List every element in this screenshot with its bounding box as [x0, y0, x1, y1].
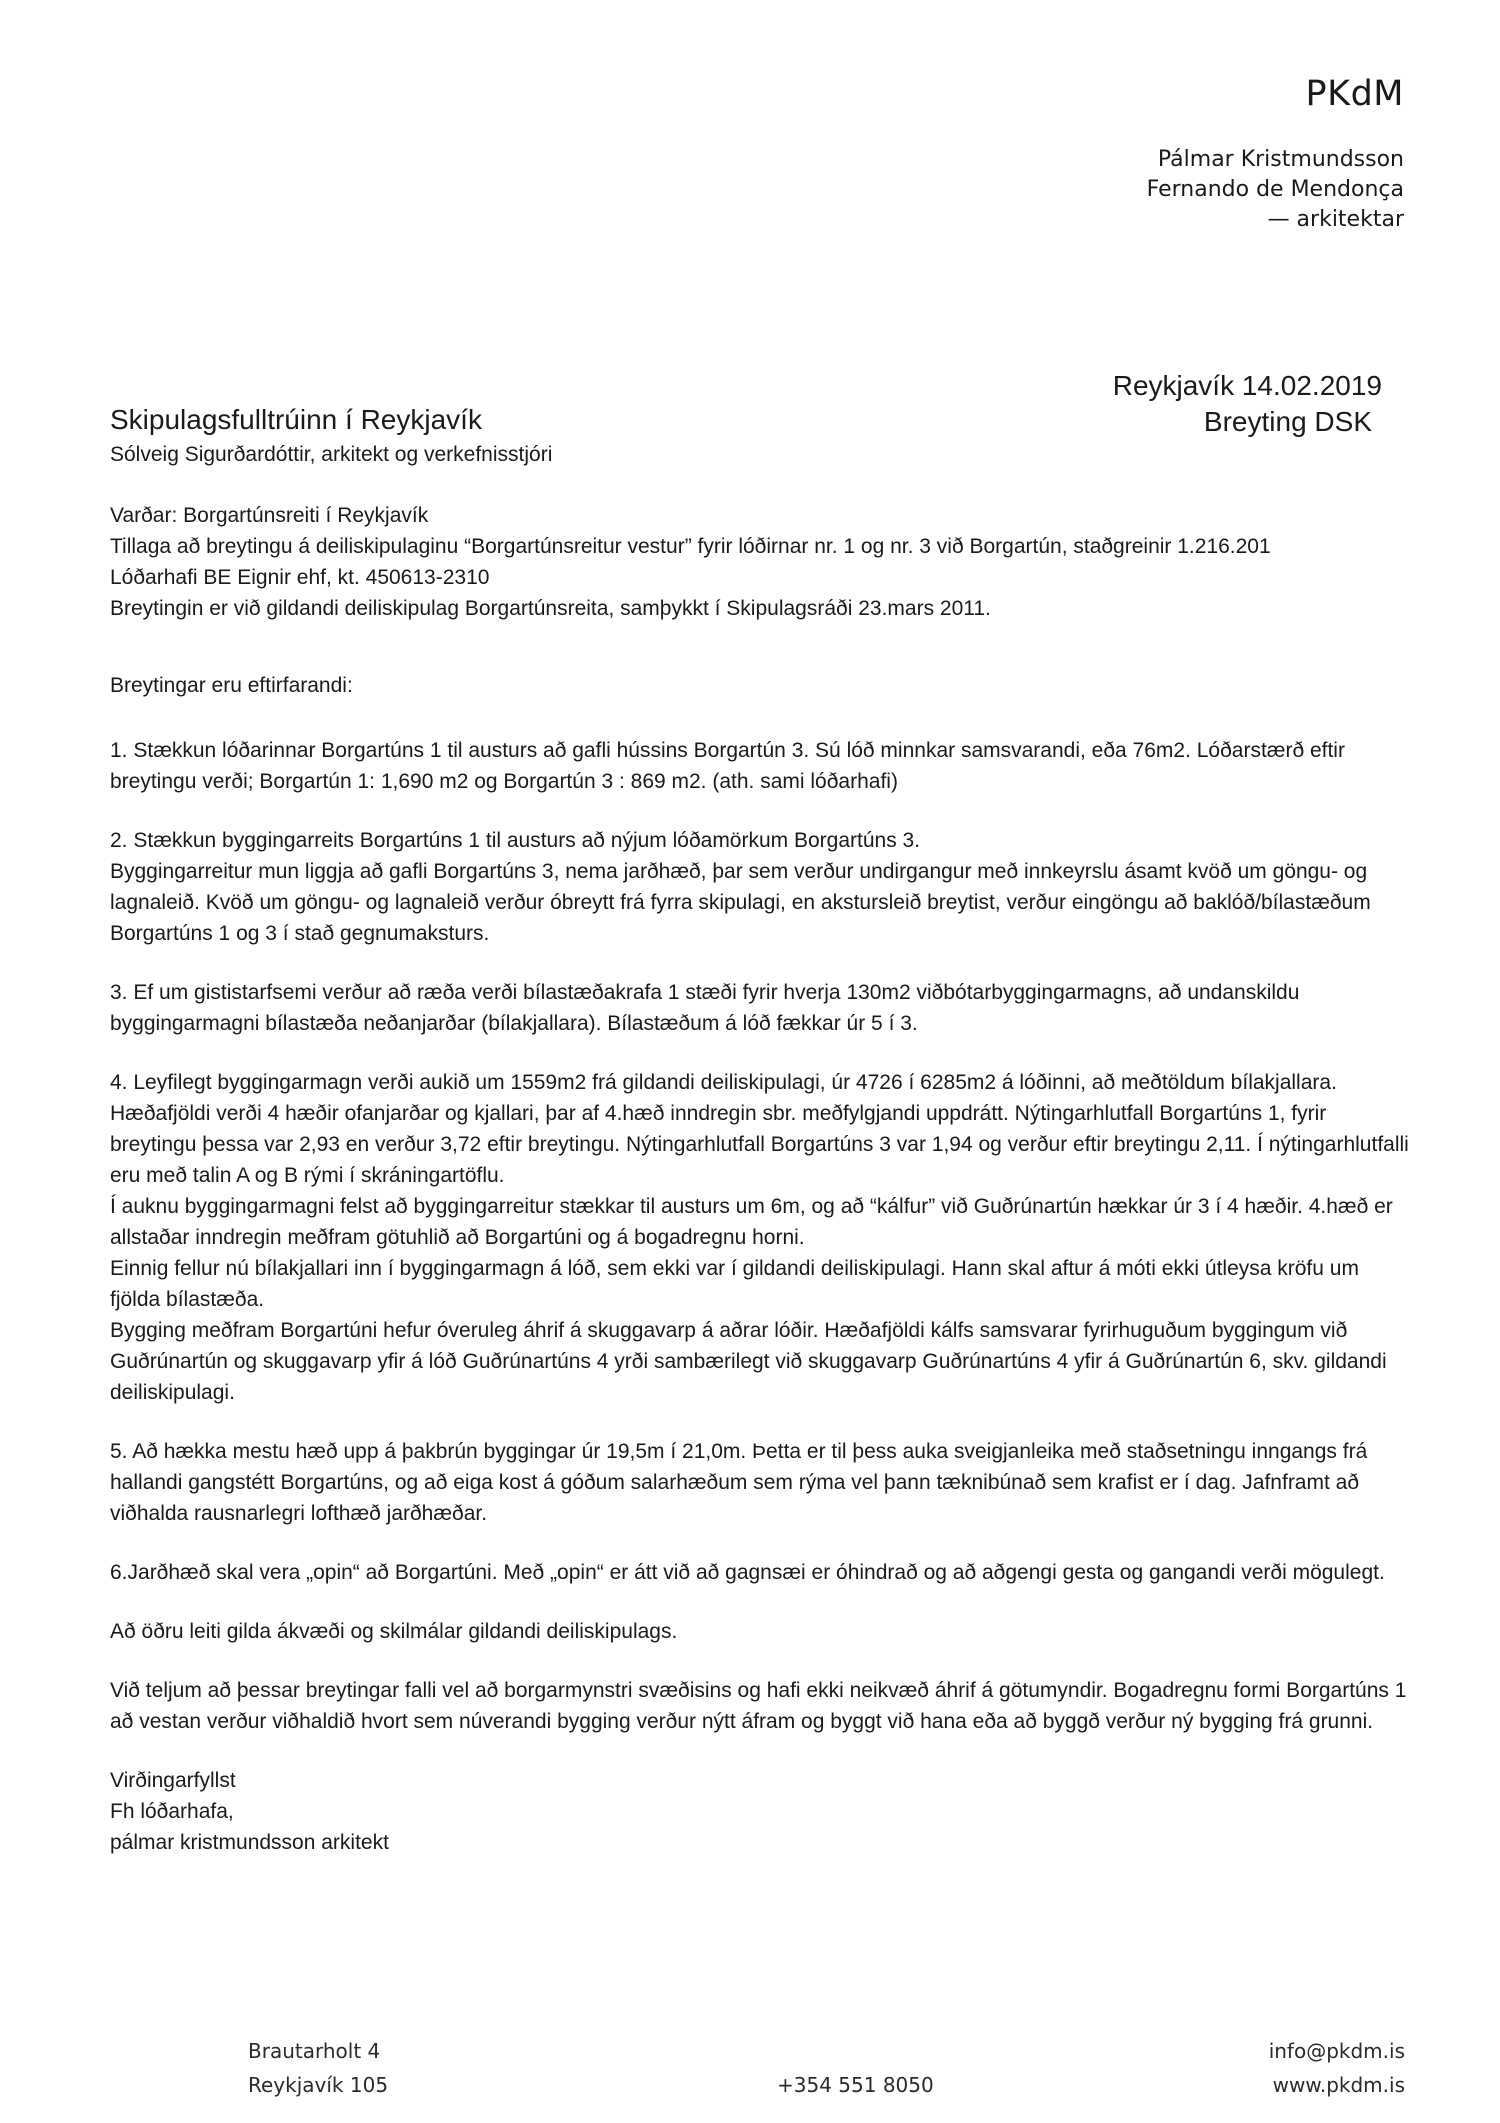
- change-item-text: 6.Jarðhæð skal vera „opin“ að Borgartúni. Með „opin“ er átt við að gagnsæi er óhindrað og að aðgengi gesta og gangandi verði mögulegt.: [110, 1561, 1385, 1584]
- recipient-contact: Sólveig Sigurðardóttir, arkitekt og verkefnisstjóri: [110, 443, 553, 466]
- firm-names: [1147, 145, 1404, 235]
- salutation: Virðingarfyllst: [110, 1769, 236, 1792]
- closing-paragraph: Við teljum að þessar breytingar falli vel að borgarmynstri svæðisins og hafi ekki neikvæð áhrif á götumyndir. Bogadregnu formi Borgartúns 1 að vestan verður viðhaldið hvort sem núverandi bygging verður nýtt áfram og byggt við hana eða að byggð verður ný bygging frá grunni.: [110, 1679, 1407, 1733]
- subject-line: Varðar: Borgartúnsreiti í Reykjavík: [110, 504, 429, 527]
- subject-line: Lóðarhafi BE Eignir ehf, kt. 450613-2310: [110, 566, 490, 589]
- footer-web[interactable]: www.pkdm.is: [1272, 2073, 1405, 2097]
- footer-email[interactable]: info@pkdm.is: [1268, 2039, 1405, 2063]
- change-item-text: Bygging meðfram Borgartúni hefur óveruleg áhrif á skuggavarp á aðrar lóðir. Hæðafjöldi kálfs samsvarar fyrirhuguðum byggingum við Guðrúnartún og skuggavarp yfir á lóð Guðrúnartúns 4 yrði sambærilegt við skuggavarp Guðrúnartúns 4 yfir á Guðrúnartún 6, skv. gildandi deiliskipulagi.: [110, 1319, 1387, 1404]
- company-logo: PKdM: [1305, 74, 1404, 114]
- change-item: [110, 1557, 1410, 1588]
- change-item: [110, 977, 1410, 1039]
- firm-name-line: Fernando de Mendonça: [1146, 177, 1404, 202]
- change-item: [110, 735, 1410, 797]
- subject-line: Breytingin er við gildandi deiliskipulag Borgartúnsreita, samþykkt í Skipulagsráði 23.mars 2011.: [110, 597, 991, 620]
- footer-phone: +354 551 8050: [777, 2073, 934, 2097]
- signer-name: pálmar kristmundsson arkitekt: [110, 1831, 389, 1854]
- change-item-text: 1. Stækkun lóðarinnar Borgartúns 1 til austurs að gafli hússins Borgartún 3. Sú lóð minnkar samsvarandi, eða 76m2. Lóðarstærð eftir breytingu verði; Borgartún 1: 1,690 m2 og Borgartún 3 : 869 m2. (ath. sami lóðarhafi): [110, 739, 1345, 793]
- change-item-text: Einnig fellur nú bílakjallari inn í byggingarmagn á lóð, sem ekki var í gildandi deiliskipulagi. Hann skal aftur á móti ekki útleysa kröfu um fjölda bílastæða.: [110, 1257, 1359, 1311]
- signature-block: [110, 1765, 1410, 1858]
- change-item-text: Í auknu byggingarmagni felst að byggingarreitur stækkar til austurs um 6m, og að “kálfur” við Guðrúnartún hækkar úr 3 í 4 hæðir. 4.hæð er allstaðar inndregin meðfram götuhlið að Borgartúni og á bogadregnu horni.: [110, 1195, 1393, 1249]
- change-list: [110, 735, 1410, 1588]
- subject-block: [110, 500, 1410, 624]
- change-item-text: 4. Leyfilegt byggingarmagn verði aukið um 1559m2 frá gildandi deiliskipulagi, úr 4726 í 6285m2 á lóðinni, að meðtöldum bílakjallara. Hæðafjöldi verði 4 hæðir ofanjarðar og kjallari, þar af 4.hæð inndregin sbr. meðfylgjandi uppdrátt. Nýtingarhlutfall Borgartúns 1, fyrir breytingu þessa var 2,93 en verður 3,72 eftir breytingu. Nýtingarhlutfall Borgartúns 3 var 1,94 og verður eftir breytingu 2,11. Í nýtingarhlutfalli eru með talin A og B rými í skráningartöflu.: [110, 1071, 1409, 1187]
- change-item: [110, 1436, 1410, 1529]
- footer-contact: [1269, 2034, 1405, 2102]
- footer-city: Reykjavík 105: [248, 2073, 389, 2097]
- on-behalf: Fh lóðarhafa,: [110, 1800, 234, 1823]
- letter-body: [110, 500, 1410, 1858]
- recipient-office: Skipulagsfulltrúinn í Reykjavík: [110, 404, 482, 435]
- intro-text: Breytingar eru eftirfarandi:: [110, 674, 353, 697]
- change-item-text: Byggingarreitur mun liggja að gafli Borgartúns 3, nema jarðhæð, þar sem verður undirgangur með innkeyrslu ásamt kvöð um göngu- og lagnaleið. Kvöð um göngu- og lagnaleið verður óbreytt frá fyrra skipulagi, en akstursleið breytist, verður eingöngu að baklóð/bílastæðum Borgartúns 1 og 3 í stað gegnumaksturs.: [110, 860, 1371, 945]
- footer-address: [248, 2034, 388, 2102]
- change-item: [110, 1067, 1410, 1408]
- footer-street: Brautarholt 4: [248, 2039, 381, 2063]
- change-item-text: 5. Að hækka mestu hæð upp á þakbrún byggingar úr 19,5m í 21,0m. Þetta er til þess auka sveigjanleika með staðsetningu inngangs frá hallandi gangstétt Borgartúns, og að eiga kost á góðum salarhæðum sem rýma vel þann tæknibúnað sem krafist er í dag. Jafnframt að viðhalda rausnarlegri lofthæð jarðhæðar.: [110, 1440, 1368, 1525]
- closing-paragraph: Að öðru leiti gilda ákvæði og skilmálar gildandi deiliskipulags.: [110, 1620, 678, 1643]
- firm-name-line: — arkitektar: [1267, 207, 1404, 232]
- change-item-text: 3. Ef um gististarfsemi verður að ræða verði bílastæðakrafa 1 stæði fyrir hverja 130m2 viðbótarbyggingarmagns, að undanskildu byggingarmagni bílastæða neðanjarðar (bílakjallara). Bílastæðum á lóð fækkar úr 5 í 3.: [110, 981, 1300, 1035]
- place-date: Reykjavík 14.02.2019: [1112, 370, 1382, 401]
- firm-name-line: Pálmar Kristmundsson: [1157, 147, 1404, 172]
- subject-line: Tillaga að breytingu á deiliskipulaginu “Borgartúnsreitur vestur” fyrir lóðirnar nr. 1 og nr. 3 við Borgartún, staðgreinir 1.216.201: [110, 535, 1271, 558]
- change-item-text: 2. Stækkun byggingarreits Borgartúns 1 til austurs að nýjum lóðamörkum Borgartúns 3.: [110, 829, 921, 852]
- reference: Breyting DSK: [1203, 406, 1372, 437]
- change-item: [110, 825, 1410, 949]
- date-block: [1113, 368, 1382, 440]
